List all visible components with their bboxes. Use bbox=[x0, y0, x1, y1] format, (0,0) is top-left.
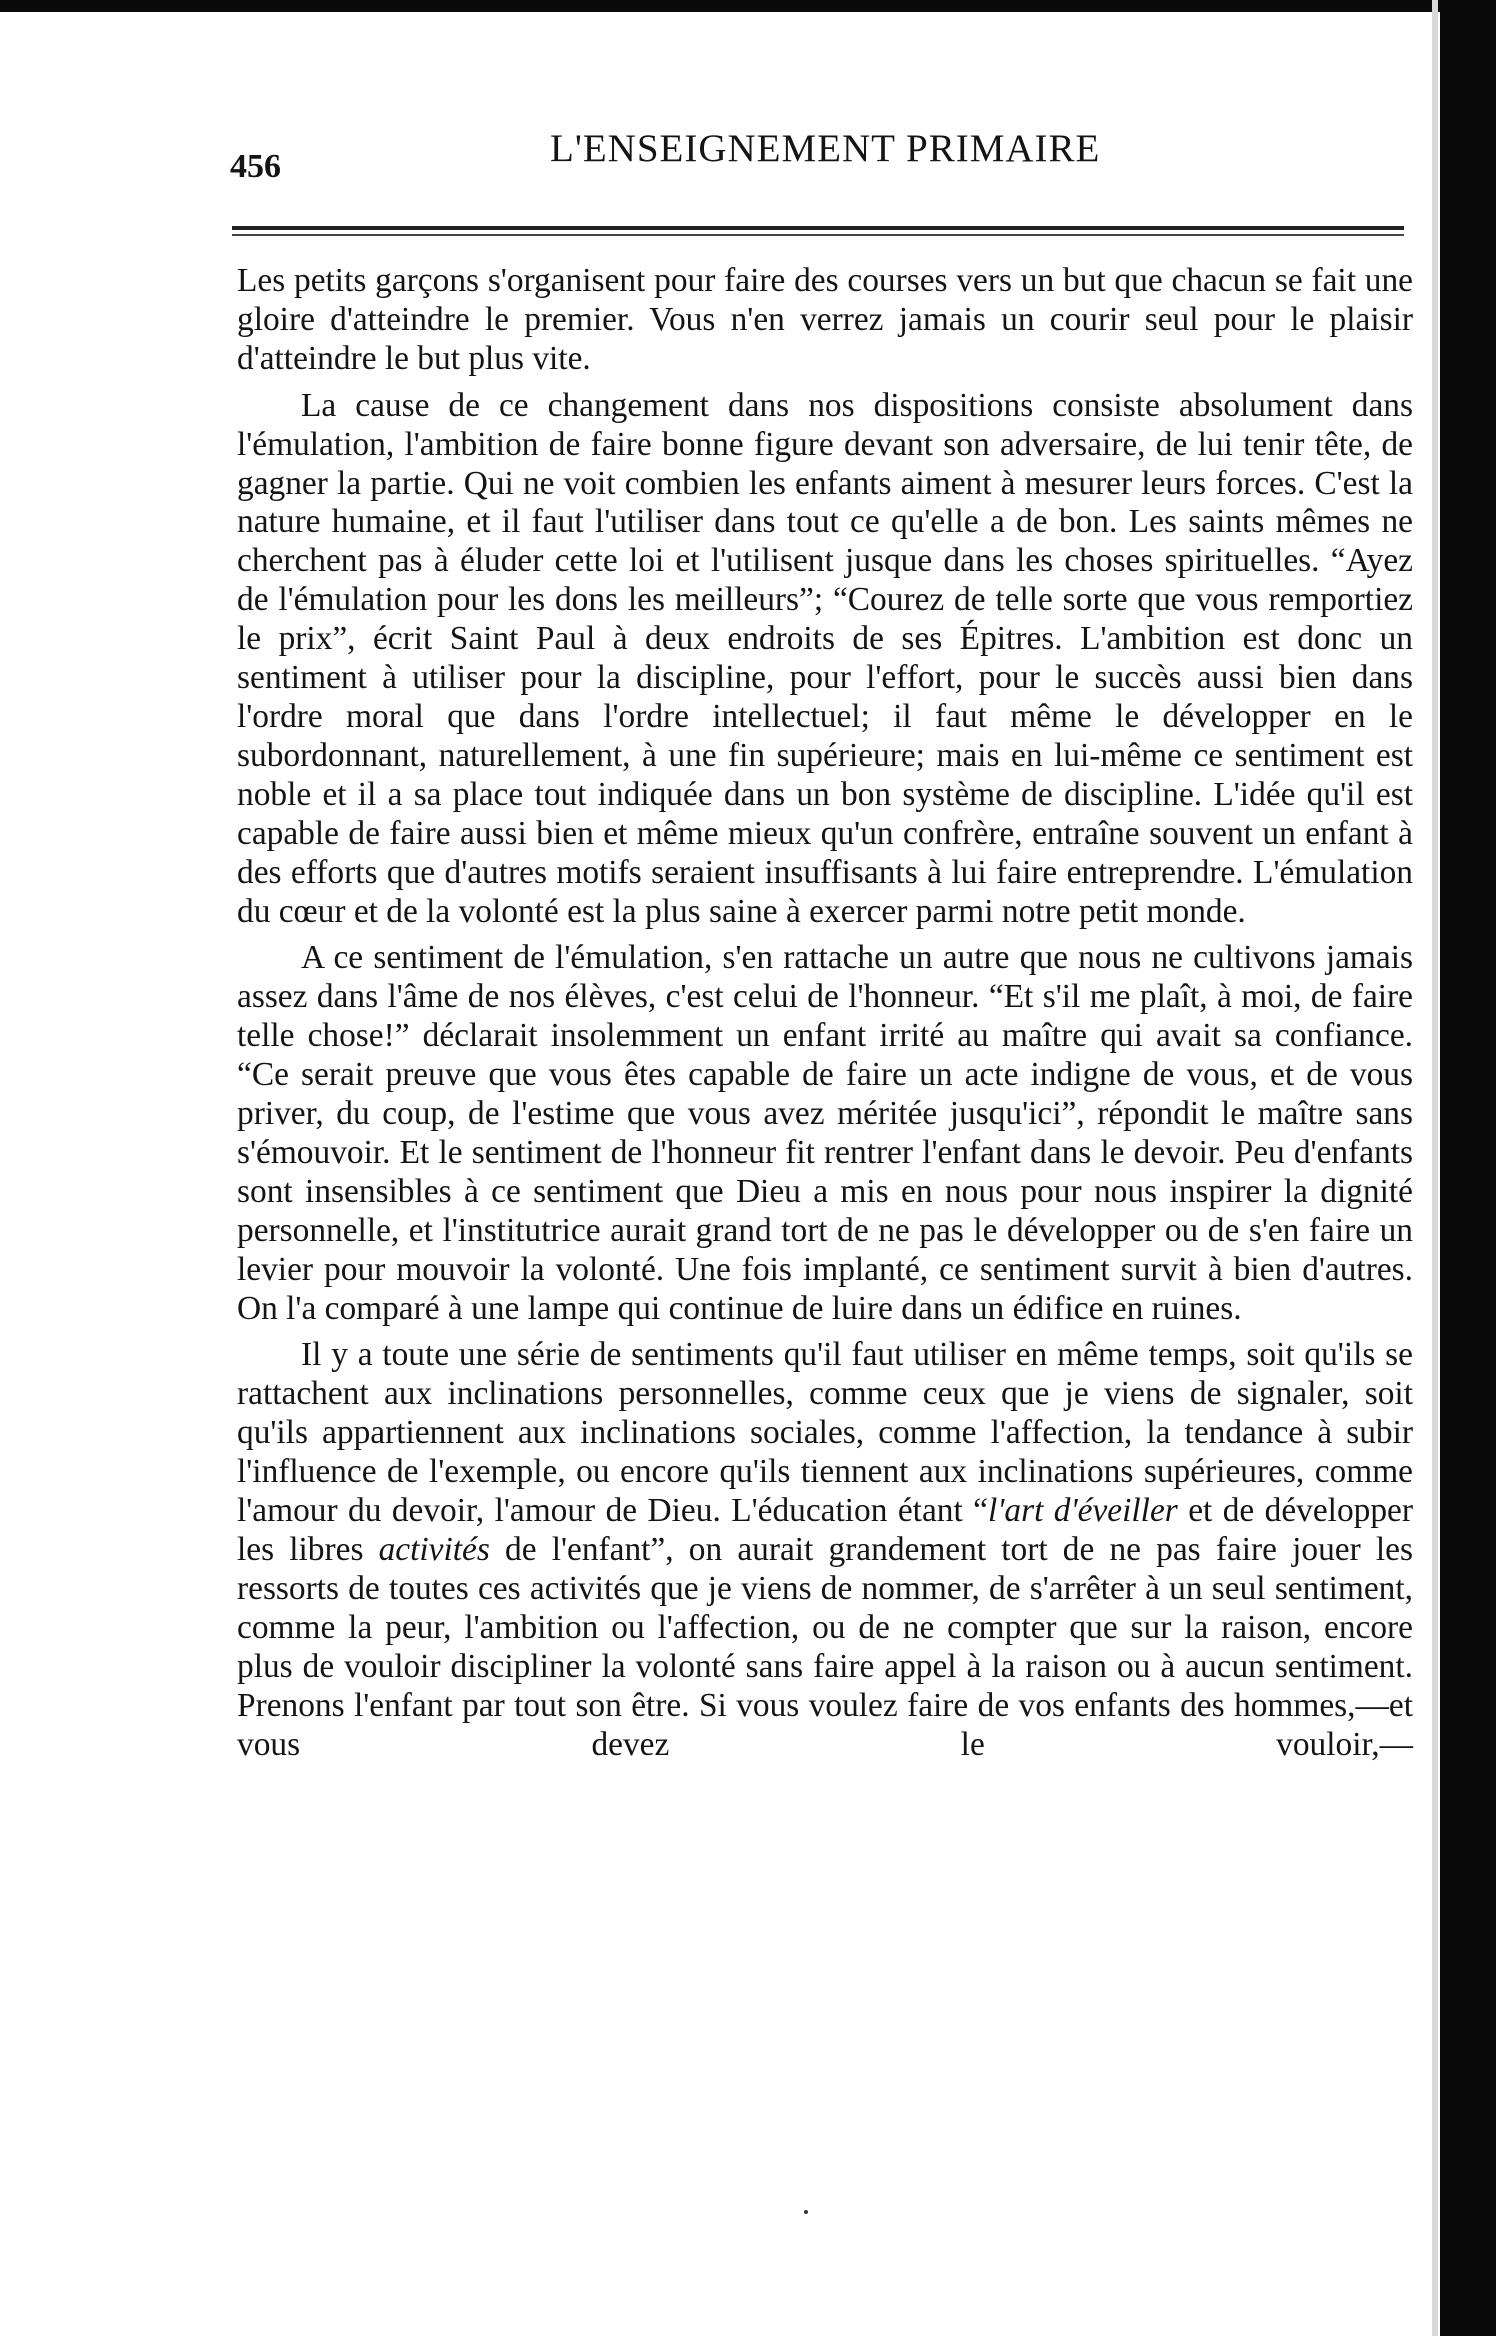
italic-phrase: l'art d'éveiller bbox=[988, 1492, 1178, 1530]
paragraph-text: Il y a toute une série de sentiments qu'il faut utiliser en même temps, soit qu'ils se rattachent aux inclinations personnelles, comme ceux que je viens de signaler, soit qu'ils appartiennent aux inclinations sociales, comme l'affection, la tendance à subir l'influence de l'exemple, ou encore qu'ils tiennent aux inclinations supérieures, comme l'amour du devoir, l'amour de Dieu. L'éducation étant “ bbox=[237, 1336, 1413, 1530]
body-text bbox=[237, 262, 1413, 1772]
page-number: 456 bbox=[230, 148, 281, 185]
scan-right-border bbox=[1440, 0, 1496, 2336]
scan-top-border bbox=[0, 0, 1496, 12]
paragraph: A ce sentiment de l'émulation, s'en rattache un autre que nous ne cultivons jamais assez dans l'âme de nos élèves, c'est celui de l'honneur. “Et s'il me plaît, à moi, de faire telle chose!” déclarait insolemment un enfant irrité au maître qui avait sa confiance. “Ce serait preuve que vous êtes capable de faire un acte indigne de vous, et de vous priver, du coup, de l'estime que vous avez méritée jusqu'ici”, répondit le maître sans s'émouvoir. Et le sentiment de l'honneur fit rentrer l'enfant dans le devoir. Peu d'enfants sont insensibles à ce sentiment que Dieu a mis en nous pour nous inspirer la dignité personnelle, et l'institutrice aurait grand tort de ne pas le développer ou de s'en faire un levier pour mouvoir la volonté. Une fois implanté, ce sentiment survit à bien d'autres. On l'a comparé à une lampe qui continue de luire dans un édifice en ruines. bbox=[237, 939, 1413, 1327]
running-title: L'ENSEIGNEMENT PRIMAIRE bbox=[550, 127, 1101, 170]
scan-page-gutter bbox=[1432, 0, 1438, 2336]
scan-speck bbox=[804, 2210, 808, 2214]
paragraph-text: de l'enfant”, on aurait grandement tort de ne pas faire jouer les ressorts de toutes ces activités que je viens de nommer, de s'arrêter à un seul sentiment, comme la peur, l'ambition ou l'affection, ou de ne compter que sur la raison, encore plus de vouloir discipliner la volonté sans faire appel à la raison ou à aucun sentiment. Prenons l'enfant par tout son être. Si vous voulez faire de vos enfants des hommes,—et vous devez le vouloir,— bbox=[237, 1531, 1413, 1763]
italic-word: activités bbox=[378, 1531, 490, 1568]
paragraph: La cause de ce changement dans nos dispositions consiste absolument dans l'émulation, l'ambition de faire bonne figure devant son adversaire, de lui tenir tête, de gagner la partie. Qui ne voit combien les enfants aiment à mesurer leurs forces. C'est la nature humaine, et il faut l'utiliser dans tout ce qu'elle a de bon. Les saints mêmes ne cherchent pas à éluder cette loi et l'utilisent jusque dans les choses spirituelles. “Ayez de l'émulation pour les dons les meilleurs”; “Courez de telle sorte que vous remportiez le prix”, écrit Saint Paul à deux endroits de ses Épitres. L'ambition est donc un sentiment à utiliser pour la discipline, pour l'effort, pour le succès aussi bien dans l'ordre moral que dans l'ordre intellectuel; il faut même le développer en le subordonnant, naturellement, à une fin supérieure; mais en lui-même ce sentiment est noble et il a sa place tout indiquée dans un bon système de discipline. L'idée qu'il est capable de faire aussi bien et même mieux qu'un confrère, entraîne souvent un enfant à des efforts que d'autres motifs seraient insuffisants à lui faire entreprendre. L'émulation du cœur et de la volonté est la plus saine à exercer parmi notre petit monde. bbox=[237, 386, 1413, 930]
page-header bbox=[230, 126, 1130, 186]
paragraph bbox=[237, 1336, 1413, 1764]
paragraph-text: et de développer les libres bbox=[237, 1492, 1413, 1568]
paragraph: Les petits garçons s'organisent pour faire des courses vers un but que chacun se fait une gloire d'atteindre le premier. Vous n'en verrez jamais un courir seul pour le plaisir d'atteindre le but plus vite. bbox=[237, 262, 1413, 377]
header-rule-thin bbox=[232, 234, 1404, 236]
header-rule-thick bbox=[232, 226, 1404, 230]
